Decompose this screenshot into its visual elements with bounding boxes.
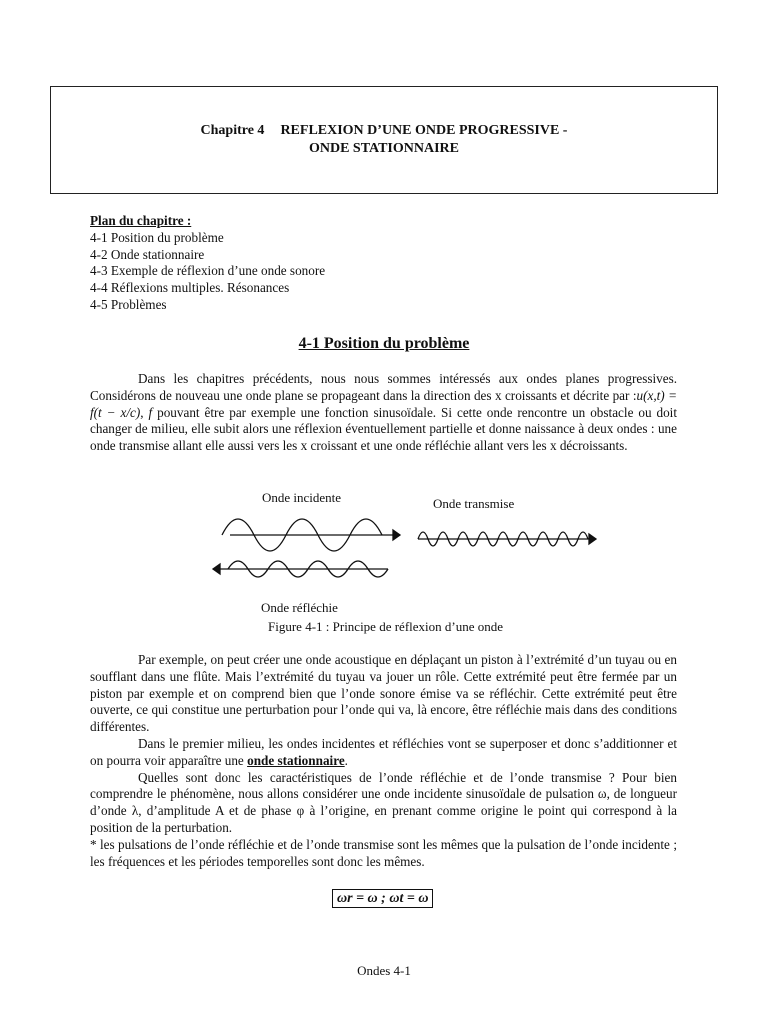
chapter-title-text: REFLEXION D’UNE ONDE PROGRESSIVE -: [280, 123, 568, 138]
plan-item: 4-3 Exemple de réflexion d’une onde sonore: [90, 263, 326, 279]
chapter-plan: [90, 213, 325, 314]
paragraph-intro-part3: pouvant être par exemple une fonction sinusoïdale. Si cette onde rencontre un obstacle ou doit changer de milieu, elle subit alors une réflexion éventuellement partielle et donne naissance à deux ondes : une onde transmise allant elle aussi vers les x croissant et une onde réfléchie allant vers les x décroissants.: [90, 404, 677, 454]
paragraph-pulsations: * les pulsations de l’onde réfléchie et de l’onde transmise sont les mêmes que la pulsation de l’onde incidente ; les fréquences et les périodes temporelles sont donc les mêmes.: [90, 836, 677, 869]
plan-item: 4-4 Réflexions multiples. Résonances: [90, 280, 290, 296]
paragraph-piston: Par exemple, on peut créer une onde acoustique en déplaçant un piston à l’extrémité d’un tuyau ou en soufflant dans une flûte. Mais l’extrémité du tuyau va jouer un rôle. Cette extrémité peut être fermée par un piston par exemple et on comprend bien que l’onde sonore émise va se réfléchir. Cette extrémité peut être ouverte, ce qui constitue une perturbation pour l’onde qui va, là encore, être réfléchie mais dans des conditions différentes.: [90, 652, 677, 735]
f-symbol: f: [148, 404, 153, 420]
superposition-text: Dans le premier milieu, les ondes incidentes et réfléchies vont se superposer et donc s’additionner et on pourra voir apparaître une: [90, 735, 677, 768]
label-transmitted-wave: Onde transmise: [433, 496, 515, 511]
standing-wave-term: onde stationnaire: [247, 752, 345, 768]
section-title: 4-1 Position du problème: [298, 335, 470, 352]
paragraph-intro-part2: ,: [140, 404, 149, 420]
wave-diagram: [200, 505, 610, 585]
incident-wave: [222, 519, 400, 551]
chapter-title-line1: [51, 123, 717, 139]
chapter-header-box: [50, 86, 718, 194]
superposition-end: .: [344, 752, 348, 768]
paragraph-examples: [90, 652, 677, 870]
transmitted-wave: [418, 532, 596, 546]
pulsation-formula-box: ωr = ω ; ωt = ω: [332, 889, 433, 908]
paragraph-intro-part1: Dans les chapitres précédents, nous nous sommes intéressés aux ondes planes progressives. Considérons de nouveau une onde plane se propageant dans la direction des x croissants et décrite par :: [90, 371, 677, 403]
paragraph-characteristics: Quelles sont donc les caractéristiques de l’onde réfléchie et de l’onde transmise ? Pour bien comprendre le phénomène, nous allons considérer une onde incidente sinusoïdale de pulsation ω, de longueur d’onde λ, d’amplitude A et de phase φ à l’origine, en prenant comme origine le point qui correspond à la position de la perturbation.: [90, 769, 677, 835]
chapter-title-line2: ONDE STATIONNAIRE: [308, 141, 459, 156]
label-reflected-wave: Onde réfléchie: [261, 600, 338, 615]
plan-item: 4-1 Position du problème: [90, 229, 224, 245]
figure-caption: Figure 4-1 : Principe de réflexion d’une onde: [268, 619, 504, 634]
plan-title: Plan du chapitre :: [90, 213, 192, 228]
chapter-number: Chapitre 4: [200, 123, 265, 138]
reflected-wave: [213, 561, 388, 577]
paragraph-intro: [90, 371, 677, 455]
wave-formula: u(x,t) = f(t − x/c): [90, 387, 678, 420]
plan-item: 4-5 Problèmes: [90, 296, 167, 312]
paragraph-superposition: [90, 736, 677, 770]
plan-item: 4-2 Onde stationnaire: [90, 246, 205, 262]
page-footer: Ondes 4-1: [357, 963, 411, 978]
label-incident-wave: Onde incidente: [262, 490, 342, 505]
